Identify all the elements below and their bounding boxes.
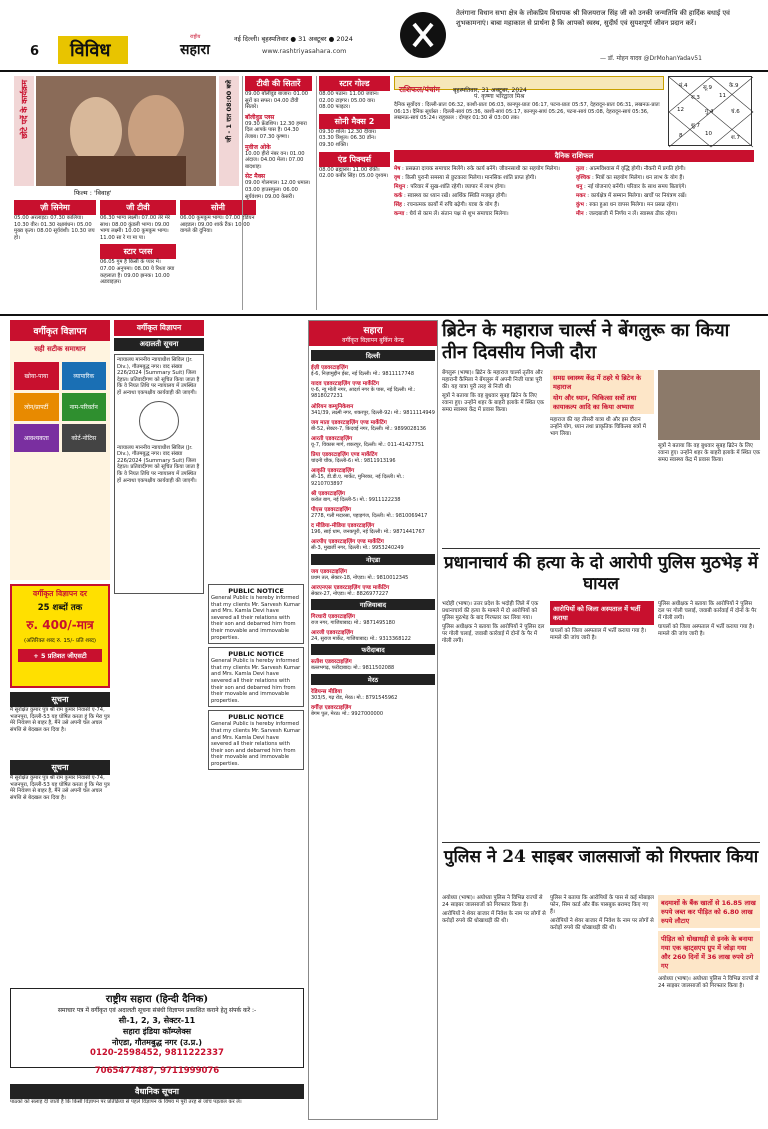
agent-name: यादव एडवरटाइज़िंग एण्ड मार्केटिंग xyxy=(311,381,379,388)
channel-schedule: 06.30 भाग्य लक्ष्मी। 07.00 तेरे मेरे साथ। 08.00 कुंडली भाग्य। 09.00 भाग्य लक्ष्मी। 10.00 कुमकुम भाग्य। 11.00 सा रे गा मा पा। xyxy=(100,215,170,241)
tv-side-title: छोटे पर्दे के कार्यक्रम xyxy=(20,80,29,139)
notice-label: सूचना xyxy=(10,692,110,707)
tv-col-1 xyxy=(14,200,96,310)
public-notice-text: General Public is hereby informed that my clients Mr. Sarvesh Kumar and Mrs. Kamla Devi have severed all their relations with their son and debarred him from their movable and immovable properties. xyxy=(211,658,301,704)
sign-name: वृश्चिक xyxy=(576,175,591,181)
booking-logo: सहारा xyxy=(363,326,383,336)
story-bullet: आरोपियों को जिला अस्पताल में भर्ती कराया xyxy=(550,601,654,625)
sign-name: कुंभ xyxy=(576,202,584,208)
public-notice-column xyxy=(208,584,304,984)
sign-name: वृष xyxy=(394,175,401,181)
legal-title: वैधानिक सूचना xyxy=(10,1084,304,1099)
x-signature: — डॉ. मोहन यादव @DrMohanYadav51 xyxy=(600,55,702,62)
x-quote-text: तेलंगाना विधान सभा क्षेत्र के लोकप्रिय विधायक श्री विजयराज सिंह जी को उनकी जन्मतिथि की हार्दिक बधाई एवं शुभकामनाएं। बाबा महाकाल से प्रार्थना है कि आपको स्वस्थ, सुदीर्घ एवं सुयशपूर्ण जीवन प्रदान करें। xyxy=(456,9,730,27)
rashifal-header xyxy=(394,76,664,94)
channel-schedule: 08.00 पठान। 11.00 जवान। 02.00 टाइगर। 05.00 वार। 08.00 फाइटर। xyxy=(319,91,379,111)
page-header xyxy=(0,0,768,72)
rate-words: 25 शब्दों तक xyxy=(37,603,83,613)
sign-name: सिंह xyxy=(394,202,402,208)
sign-text: परिवार में सुख-शांति रहेगी। व्यापार में लाभ होगा। xyxy=(410,184,506,190)
court-column xyxy=(114,320,204,896)
booking-region: गाजियाबाद xyxy=(311,599,435,610)
story-bullet: योग और ध्यान, चिकित्सा सत्रों तथा कायाकल्प आदि का किया अभ्यास xyxy=(553,394,637,411)
channel-schedule: 10.00 हीरो नंबर वन। 01.00 अंदाज। 04.00 मेला। 07.00 बादशाह। xyxy=(245,150,305,170)
story-bullet: बदमाशों के बैंक खातों से 16.85 लाख रुपये जब्त कर पीड़ित को 6.80 लाख रुपये लौटाए xyxy=(661,899,756,925)
contact-phone-1: 0120-2598452, 9811222337 xyxy=(90,1048,224,1058)
booking-list xyxy=(309,346,437,719)
rashifal-col-right: तुला : आत्मविश्वास में वृद्धि होगी। नौकरी में प्रगति होगी। वृश्चिक : मित्रों का सहयोग मिलेगा। धन लाभ के योग हैं। धनु : नई योजनाएं बनेंगी। परिवार के साथ समय बिताएंगे। मकर : कार्यक्षेत्र में सम्मान मिलेगा। खर्चों पर नियंत्रण रखें। कुंभ : रुका हुआ धन वापस मिलेगा। मन प्रसन्न रहेगा। मीन : जल्दबाजी में निर्णय न लें। स्वास्थ्य ठीक रहेगा। xyxy=(576,166,687,217)
booking-region: नोएडा xyxy=(311,554,435,565)
channel-schedule: 08.00 ब्रह्मास्त्र। 11.00 रॉकी। 02.00 कबीर सिंह। 05.00 दृश्यम। xyxy=(319,166,389,180)
story-paragraph: आरोपियों ने शेयर बाजार में निवेश के नाम पर लोगों से करोड़ों रुपये की धोखाधड़ी की थी। xyxy=(550,918,654,931)
contact-box xyxy=(10,988,304,1068)
story-paragraph: अयोध्या (भाषा)। अयोध्या पुलिस ने विभिन्न राज्यों से 24 साइबर जालसाजों को गिरफ्तार किया है। xyxy=(442,895,543,908)
kundli-house: रा.3 xyxy=(691,95,700,101)
kundli-house: शु.7 xyxy=(691,123,700,129)
tv-section xyxy=(14,76,390,310)
agent-name: श्री एडवरटाइज़िंग xyxy=(311,490,346,497)
kundli-house: गु.4 xyxy=(705,109,714,115)
sign-name: कर्क xyxy=(394,193,403,199)
channel-schedule: 09.30 शोले। 12.30 दीवार। 03.30 त्रिशूल। 06.30 डॉन। 09.30 शक्ति। xyxy=(319,128,377,148)
contact-address-3: नोएडा, गौतमबुद्ध नगर (उ.प्र.) xyxy=(111,1038,203,1047)
channel-schedule: 06.00 कुमकुम भाग्य। 07.00 इंडियन आइडल। 09.00 शार्क टैंक। 10.00 वागले की दुनिया। xyxy=(180,215,255,235)
channel-name: स्टार गोल्ड xyxy=(319,76,390,91)
agent-name: गिरधारी एडवरटाइज़िंग xyxy=(311,614,355,621)
sign-text: कार्यक्षेत्र में सम्मान मिलेगा। खर्चों पर नियंत्रण रखें। xyxy=(590,193,687,199)
public-notice-text: General Public is hereby informed that my clients Mr. Sarvesh Kumar and Mrs. Kamla Devi have severed all their relations with their son and debarred him from their movable and immovable properties. xyxy=(211,595,301,641)
agent-name: ओरियन कम्युनिकेशन xyxy=(311,403,354,410)
sign-name: मिथुन xyxy=(394,184,406,190)
story-paragraph: भदोही (भाषा)। उत्तर प्रदेश के भदोही जिले में एक प्रधानाचार्य की हत्या के मामले में दो आरोपियों को पुलिस मुठभेड़ के बाद गिरफ्तार कर लिया गया। xyxy=(442,601,539,621)
agent-name: सतीश एडवरटाइज़िंग xyxy=(311,659,352,666)
badge-requirement: आवश्यकता xyxy=(14,424,59,452)
agent-name: जय माता एडवरटाइज़िंग एण्ड मार्केटिंग xyxy=(311,419,387,426)
story-paragraph: सूत्रों ने बताया कि वह बुधवार सुबह ब्रिटेन के लिए रवाना हुए। उन्होंने शहर के बाहरी इलाके में स्थित एक समग्र स्वास्थ्य केंद्र में प्रवास किया। xyxy=(442,393,545,413)
legal-notice xyxy=(10,1084,304,1124)
story-paragraph: बेंगलुरू (भाषा)। ब्रिटेन के महाराज चार्ल्स तृतीय और महारानी कैमिला ने बेंगलुरू में अपनी निजी यात्रा पूरी की। यह यात्रा पूरी तरह से निजी थी। xyxy=(442,370,543,390)
classified-title: वर्गीकृत विज्ञापन xyxy=(114,320,204,336)
contact-address-1: सी-1, 2, 3, सेक्टर-11 xyxy=(118,1016,196,1025)
kundli-house: चं.6 xyxy=(731,109,740,115)
notice-left xyxy=(10,692,110,756)
story-col-3 xyxy=(658,601,760,737)
story-col-1 xyxy=(442,370,546,540)
rate-gst: + 5 प्रतिशत जीएसटी xyxy=(18,649,102,662)
kundli-chart xyxy=(668,76,752,146)
daily-rashifal-bar xyxy=(394,150,754,162)
booking-region: दिल्ली xyxy=(311,350,435,361)
rate-price: रु. 400/-मात्र xyxy=(26,618,94,632)
movie-caption-band xyxy=(219,76,239,186)
classified-tagline: सही सटीक समाधान xyxy=(34,345,86,353)
sign-text: नई योजनाएं बनेंगी। परिवार के साथ समय बिताएंगे। xyxy=(587,184,687,190)
badge-lost-found: खोया-पाया xyxy=(14,362,59,390)
channel-name: जी टीवी xyxy=(100,200,176,215)
tv-col-2 xyxy=(100,200,176,310)
agent-address: सी-3, मुखर्जी नगर, दिल्ली। मो.: 9953240249 xyxy=(311,545,404,552)
story-photo xyxy=(658,370,760,440)
public-notice-title: PUBLIC NOTICE xyxy=(228,587,284,595)
sign-text: रचनात्मक कार्यों में रुचि बढ़ेगी। यात्रा के योग हैं। xyxy=(407,202,500,208)
x-logo-icon xyxy=(400,12,446,58)
badge-name-change: नाम-परिवर्तन xyxy=(62,393,107,421)
story-charles xyxy=(442,320,760,540)
agent-name: वर्गीज़ एडवरटाइज़िंग xyxy=(311,704,352,711)
story-bullet: समग्र स्वास्थ्य केंद्र में ठहरे थे ब्रिटेन के महाराज xyxy=(553,374,641,391)
story-col-2 xyxy=(550,370,654,540)
sign-name: कन्या xyxy=(394,211,405,217)
agent-name: आरपीए एडवरटाइज़िंग एण्ड मार्केटिंग xyxy=(311,539,384,546)
rate-title: वर्गीकृत विज्ञापन दर xyxy=(33,589,87,598)
story-col-1 xyxy=(442,601,546,737)
logo-small: राष्ट्रीय xyxy=(190,34,201,40)
agent-address: 24, सुराज मार्केट, गाजियाबाद। मो.: 9313368122 xyxy=(311,636,411,643)
panchang-text xyxy=(394,102,664,146)
sign-name: मकर xyxy=(576,193,586,199)
agent-address: ई-6, निज़ामुद्दीन ईस्ट, नई दिल्ली। मो.: 9811117748 xyxy=(311,371,415,377)
kundli-house: मं.4 xyxy=(679,83,688,89)
rate-box xyxy=(10,584,110,688)
story-headline: प्रधानाचार्य की हत्या के दो आरोपी पुलिस मुठभेड़ में घायल xyxy=(443,553,759,594)
rashifal-date: बृहस्पतिवार, 31 अक्टूबर, 2024 xyxy=(452,87,527,94)
channel-name: सेट मैक्स xyxy=(245,173,266,181)
story-col-2 xyxy=(550,601,654,737)
contact-title: राष्ट्रीय सहारा (हिन्दी दैनिक) xyxy=(105,994,209,1005)
badge-court-notice: कोर्ट-नोटिस xyxy=(62,424,107,452)
story-headline: ब्रिटेन के महाराज चार्ल्स ने बेंगलुरू का किया तीन दिवसीय निजी दौरा xyxy=(442,320,730,363)
sign-text: धैर्य से काम लें। संतान पक्ष से शुभ समाचार मिलेगा। xyxy=(409,211,509,217)
agent-address: 2778, गली मदारसा, पहाड़गंज, दिल्ली। मो.: 9810069417 xyxy=(311,513,428,520)
sign-text: रुका हुआ धन वापस मिलेगा। मन प्रसन्न रहेगा। xyxy=(589,202,679,208)
sign-name: तुला xyxy=(576,166,585,172)
public-notice-text: General Public is hereby informed that my clients Mr. Sarvesh Kumar and Mrs. Kamla Devi have severed all their relations with their son and debarred him from their movable and immovable properties. xyxy=(211,721,301,767)
channel-name: मुवीज ओके xyxy=(245,143,271,151)
booking-region: फरीदाबाद xyxy=(311,644,435,655)
movie-caption: जी - 1 रात 08:00 बजे xyxy=(225,80,233,143)
public-notice-title: PUBLIC NOTICE xyxy=(228,650,284,659)
story-col-1 xyxy=(442,895,546,1121)
agent-name: आरती एडवरटाइज़िंग xyxy=(311,436,353,443)
channel-name: एंड पिक्चर्स xyxy=(319,152,390,167)
agent-name: द मीडिया-मीडिया एडवरटाइज़िंग xyxy=(311,523,375,530)
page-number: 6 xyxy=(30,44,40,59)
notice-text: मैं सुरक्षित कुमार पुत्र श्री राम कुमार निवासी ए-74, भजनपुरा, दिल्ली-53 यह घोषित करता हूं कि मेरा पुत्र मेरे नियंत्रण से बाहर है, मैंने उसे अपनी चल अचल संपत्ति से बेदखल कर दिया है। xyxy=(10,707,110,733)
story-paragraph: सूत्रों ने बताया कि वह बुधवार सुबह ब्रिटेन के लिए रवाना हुए। उन्होंने शहर के बाहरी इलाके में स्थित एक समग्र स्वास्थ्य केंद्र में प्रवास किया। xyxy=(658,443,761,463)
sign-text: किसी पुरानी समस्या से छुटकारा मिलेगा। मानसिक शांति प्राप्त होगी। xyxy=(405,175,537,181)
public-notice-title: PUBLIC NOTICE xyxy=(228,713,284,722)
story-principal xyxy=(442,548,760,738)
story-paragraph: घायलों को जिला अस्पताल में भर्ती कराया गया है। मामले की जांच जारी है। xyxy=(550,628,647,641)
kundli-house: 10 xyxy=(705,131,712,137)
agent-name: प्रिया एडवरटाइज़िंग एण्ड मार्केटिंग xyxy=(311,452,378,459)
contact-phone-2: 7065477487, 9711999076 xyxy=(94,1066,220,1076)
film-photo xyxy=(36,76,216,186)
notice-label: सूचना xyxy=(10,760,110,775)
booking-title: वर्गीकृत विज्ञापन बुकिंग केन्द्र xyxy=(342,337,404,344)
channel-name: टीवी की सितारें xyxy=(245,76,312,91)
agent-address: 303/5, गढ़ रोड, मेरठ। मो.: 8791545962 xyxy=(311,694,398,701)
channel-schedule: 09.30 फ्रेंडशिप। 12.30 हमारा दिल आपके पास है। 04.30 तेजाब। 07.30 कृष्णा। xyxy=(245,120,307,140)
channel-name: ज़ी सिनेमा xyxy=(14,200,96,215)
story-paragraph: आरोपियों ने शेयर बाजार में निवेश के नाम पर लोगों से करोड़ों रुपये की धोखाधड़ी की थी। xyxy=(442,911,546,924)
tv-col-5 xyxy=(316,76,390,310)
booking-region: मेरठ xyxy=(311,674,435,685)
kundli-house: 8 xyxy=(679,133,683,139)
kundli-house: 11 xyxy=(719,93,726,99)
agent-address: चांदनी चौक, दिल्ली-6। मो.: 9811913196 xyxy=(311,458,396,465)
story-col-3 xyxy=(658,370,760,540)
channel-schedule: 09.00 बॉलीवुड बाजार। 01.00 सुरों का सफर। 04.00 टीवी सितारे। xyxy=(245,91,309,111)
notice-text: मैं सुरक्षित कुमार पुत्र श्री राम कुमार निवासी ए-74, भजनपुरा, दिल्ली-53 यह घोषित करता हूं कि मेरा पुत्र मेरे नियंत्रण से बाहर है, मैंने उसे अपनी चल अचल संपत्ति से बेदखल कर दिया है। xyxy=(10,775,110,801)
story-paragraph: महाराज की यह तीसरी यात्रा थी और इस दौरान उन्होंने योग, ध्यान तथा प्राकृतिक चिकित्सा सत्रों में भाग लिया। xyxy=(550,417,646,437)
channel-name: सोनी मैक्स 2 xyxy=(319,114,390,129)
channel-name: स्टार प्लस xyxy=(100,244,176,259)
badge-loan-property: लोन/प्रापर्टी xyxy=(14,393,59,421)
channel-schedule: 09.00 गोलमाल। 12.00 धमाल। 03.00 हाउसफुल। 06.00 सूर्यवंशम। 09.00 केसरी। xyxy=(245,180,311,200)
story-paragraph: पुलिस अधीक्षक ने बताया कि आरोपियों ने पुलिस दल पर गोली चलाई, जवाबी कार्रवाई में दोनों के पैर में गोली लगी। xyxy=(442,624,545,644)
channel-name: सोनी xyxy=(180,200,256,215)
sign-text: मित्रों का सहयोग मिलेगा। धन लाभ के योग हैं। xyxy=(595,175,685,181)
sign-name: धनु xyxy=(576,184,583,190)
sign-text: प्रसन्नता दायक समाचार मिलेंगे। रुके कार्य बनेंगे। जीवनसाथी का सहयोग मिलेगा। xyxy=(405,166,560,172)
agent-address: 341/39, लक्ष्मी नगर, शकरपुर, दिल्ली-92। मो.: 9811114949 xyxy=(311,409,435,416)
kundli-house: श.7 xyxy=(731,135,740,141)
sign-text: आत्मविश्वास में वृद्धि होगी। नौकरी में प्रगति होगी। xyxy=(589,166,686,172)
agent-name: आरजी एडवरटाइज़िंग xyxy=(311,630,354,637)
agent-name: जय एडवरटाइज़िंग xyxy=(311,568,347,575)
agent-address: राज नगर, गाजियाबाद। मो.: 9871495180 xyxy=(311,620,396,627)
agent-name: रेडियन्स मीडिया xyxy=(311,688,342,695)
rashifal-title: राशिफल/पंचांग xyxy=(399,85,440,94)
court-title: अदालती सूचना xyxy=(114,338,204,351)
date-line: नई दिल्ली। बृहस्पतिवार ● 31 अक्टूबर ● 2024 xyxy=(234,35,353,43)
agent-address: बी-52, सेक्टर-7, किदवई नगर, दिल्ली। मो.: 9899028136 xyxy=(311,425,427,432)
channel-name: बॉलीवुड प्लस xyxy=(245,113,275,121)
kundli-house: 12 xyxy=(677,107,684,113)
story-col-2 xyxy=(550,895,654,1121)
panchang-body: दैनिक सूर्योदय : दिल्ली-प्रातः 06:32, काशी-प्रातः 06:03, कानपुर-प्रातः 06:17, पटना-प्रातः 05:57, देहरादून-प्रातः 06:31, लखनऊ-प्रातः 06:13। दैनिक सूर्यास्त : दिल्ली-सायं 05:36, काशी-सायं 05:17, कानपुर-सायं 05:26, पटना-सायं 05:08, देहरादून-सायं 05:36, लखनऊ-सायं 05:24। राहुकाल : दोपहर 01:30 से 03:00 तक। xyxy=(394,102,660,122)
badge-business: व्यापारिक xyxy=(62,362,107,390)
channel-schedule: 06.05 गुम है किसी के प्यार में। 07.00 अनुपमा। 08.00 ये रिश्ता क्या कहलाता है। 09.00 झनक। 10.00 अडवाइज़र। xyxy=(100,259,175,286)
agent-name: पीएस एडवरटाइज़िंग xyxy=(311,507,352,514)
channel-schedule: 05.00 अरलाइट। 07.30 कालिया। 10.30 वीर। 01.30 रक्षाबंधन। 05.00 मुख्य कृत्य। 08.00 सूर्यवंशी। 10.30 जय हो। xyxy=(14,215,95,241)
agent-name: आकृति एडवरटाइज़िंग xyxy=(311,468,355,475)
court-notice-text: न्यायालय माननीय न्यायाधीश सिविल (Jr. Div.), गौतमबुद्ध नगर। वाद संख्या 226/2024 (Summary Suit) जिला देहात। प्रतिवादीगण को सूचित किया जाता है कि वे नियत तिथि पर न्यायालय में उपस्थित हों अन्यथा एकपक्षीय कार्यवाही की जाएगी। xyxy=(117,444,200,484)
agent-address: प्रथम तल, सेक्टर-18, नोएडा। मो.: 9810012345 xyxy=(311,574,409,581)
story-paragraph: पुलिस ने बताया कि आरोपियों के पास से कई मोबाइल फोन, सिम कार्ड और बैंक पासबुक बरामद किए गए हैं। xyxy=(550,895,654,915)
court-seal-icon xyxy=(139,401,179,441)
tv-col-4 xyxy=(242,76,312,310)
agent-address: बेगम पुल, मेरठ। मो.: 9927000000 xyxy=(311,710,384,717)
website-url: www.rashtriyasahara.com xyxy=(262,47,347,55)
kundli-house: के.9 xyxy=(729,83,739,89)
sign-text: जल्दबाजी में निर्णय न लें। स्वास्थ्य ठीक रहेगा। xyxy=(588,211,678,217)
kundli-house: सू.9 xyxy=(703,85,712,91)
classified-title: वर्गीकृत विज्ञापन xyxy=(10,320,110,341)
sign-name: मेष xyxy=(394,166,401,172)
story-headline: पुलिस ने 24 साइबर जालसाजों को गिरफ्तार किया xyxy=(443,847,759,867)
tv-side-banner xyxy=(14,76,34,186)
classified-promo xyxy=(10,320,110,580)
agent-address: ए-6, न्यू मोती नगर, आदर्श नगर के पास, नई दिल्ली। मो.: 9818027231 xyxy=(311,387,416,400)
rashifal-col-left: मेष : प्रसन्नता दायक समाचार मिलेंगे। रुके कार्य बनेंगे। जीवनसाथी का सहयोग मिलेगा। वृष : किसी पुरानी समस्या से छुटकारा मिलेगा। मानसिक शांति प्राप्त होगी। मिथुन : परिवार में सुख-शांति रहेगी। व्यापार में लाभ होगा। कर्क : स्वास्थ्य का ध्यान रखें। आर्थिक स्थिति मजबूत होगी। सिंह : रचनात्मक कार्यों में रुचि बढ़ेगी। यात्रा के योग हैं। कन्या : धैर्य से काम लें। संतान पक्ष से शुभ समाचार मिलेगा। xyxy=(394,166,560,217)
story-paragraph: पुलिस अधीक्षक ने बताया कि आरोपियों ने पुलिस दल पर गोली चलाई, जवाबी कार्रवाई में दोनों के पैर में गोली लगी। xyxy=(658,601,757,621)
daily-rashifal-title: दैनिक राशिफल xyxy=(554,152,594,160)
story-col-3 xyxy=(658,895,760,1121)
agent-address: बल्लभगढ़, फरीदाबाद। मो.: 9811502088 xyxy=(311,665,395,672)
sign-text: स्वास्थ्य का ध्यान रखें। आर्थिक स्थिति मजबूत होगी। xyxy=(407,193,507,199)
film-label: फिल्म : 'विवाह' xyxy=(74,189,112,197)
court-notice-text: न्यायालय माननीय न्यायाधीश सिविल (Jr. Div.), गौतमबुद्ध नगर। वाद संख्या 226/2024 (Summary Suit) जिला देहात। प्रतिवादीगण को सूचित किया जाता है कि वे नियत तिथि पर न्यायालय में उपस्थित हों अन्यथा एकपक्षीय कार्यवाही की जाएगी। xyxy=(117,357,200,396)
agent-address: करोल बाग, नई दिल्ली-5। मो.: 9911122238 xyxy=(311,496,401,503)
astrologer-name: पं. कृष्णा भारद्वाज मिश्र xyxy=(474,93,525,100)
rashifal-section xyxy=(394,76,754,310)
notice-left-2 xyxy=(10,760,110,816)
contact-address-2: सहारा इंडिया कॉम्प्लेक्स xyxy=(122,1027,192,1036)
story-cyber xyxy=(442,842,760,1122)
agent-name: ईज़ी एडवरटाइज़िंग xyxy=(311,365,348,371)
legal-text: पाठकों को सलाह दी जाती है कि किसी विज्ञापन पर प्रतिक्रिया से पहले विज्ञापन के विषय में पूरी तरह से जांच पड़ताल कर लें। xyxy=(10,1099,242,1105)
story-paragraph: अयोध्या (भाषा)। अयोध्या पुलिस ने विभिन्न राज्यों से 24 साइबर जालसाजों को गिरफ्तार किया है। xyxy=(658,976,759,989)
sign-name: मीन xyxy=(576,211,584,217)
agent-address: 196, साई धाम, जनकपुरी, नई दिल्ली। मो.: 9871441767 xyxy=(311,529,425,536)
agent-name: आरएनएस एडवरटाइज़िंग एण्ड मार्केटिंग xyxy=(311,584,390,591)
agent-address: सी-15, डी.डी.ए. मार्केट, मुनिरका, नई दिल्ली। मो.: 9210703897 xyxy=(311,474,405,487)
section-title: विविध xyxy=(70,40,111,61)
rate-extra: (अतिरिक्त शब्द रु. 15/- प्रति शब्द) xyxy=(23,638,97,644)
story-bullet: पीड़ित को धोखाधड़ी से इनके के बनाया गया एक व्हाट्सएप ग्रुप में जोड़ा गया और 260 दिनों में 36 लाख रुपये ठगे गए xyxy=(661,935,754,970)
agent-address: यू-7, विकास मार्ग, शकरपुर, दिल्ली। मो.: 011-41427751 xyxy=(311,442,425,449)
story-paragraph: घायलों को जिला अस्पताल में भर्ती कराया गया है। मामले की जांच जारी है। xyxy=(658,624,755,637)
masthead-logo: सहारा xyxy=(180,42,210,58)
booking-centre xyxy=(308,320,438,1120)
agent-address: सेक्टर-27, नोएडा। मो.: 8826977227 xyxy=(311,590,389,597)
contact-line: समाचार पत्र में वर्गीकृत एवं अदालती सूचना संबंधी विज्ञापन प्रकाशित कराने हेतु संपर्क करें :- xyxy=(57,1007,257,1014)
